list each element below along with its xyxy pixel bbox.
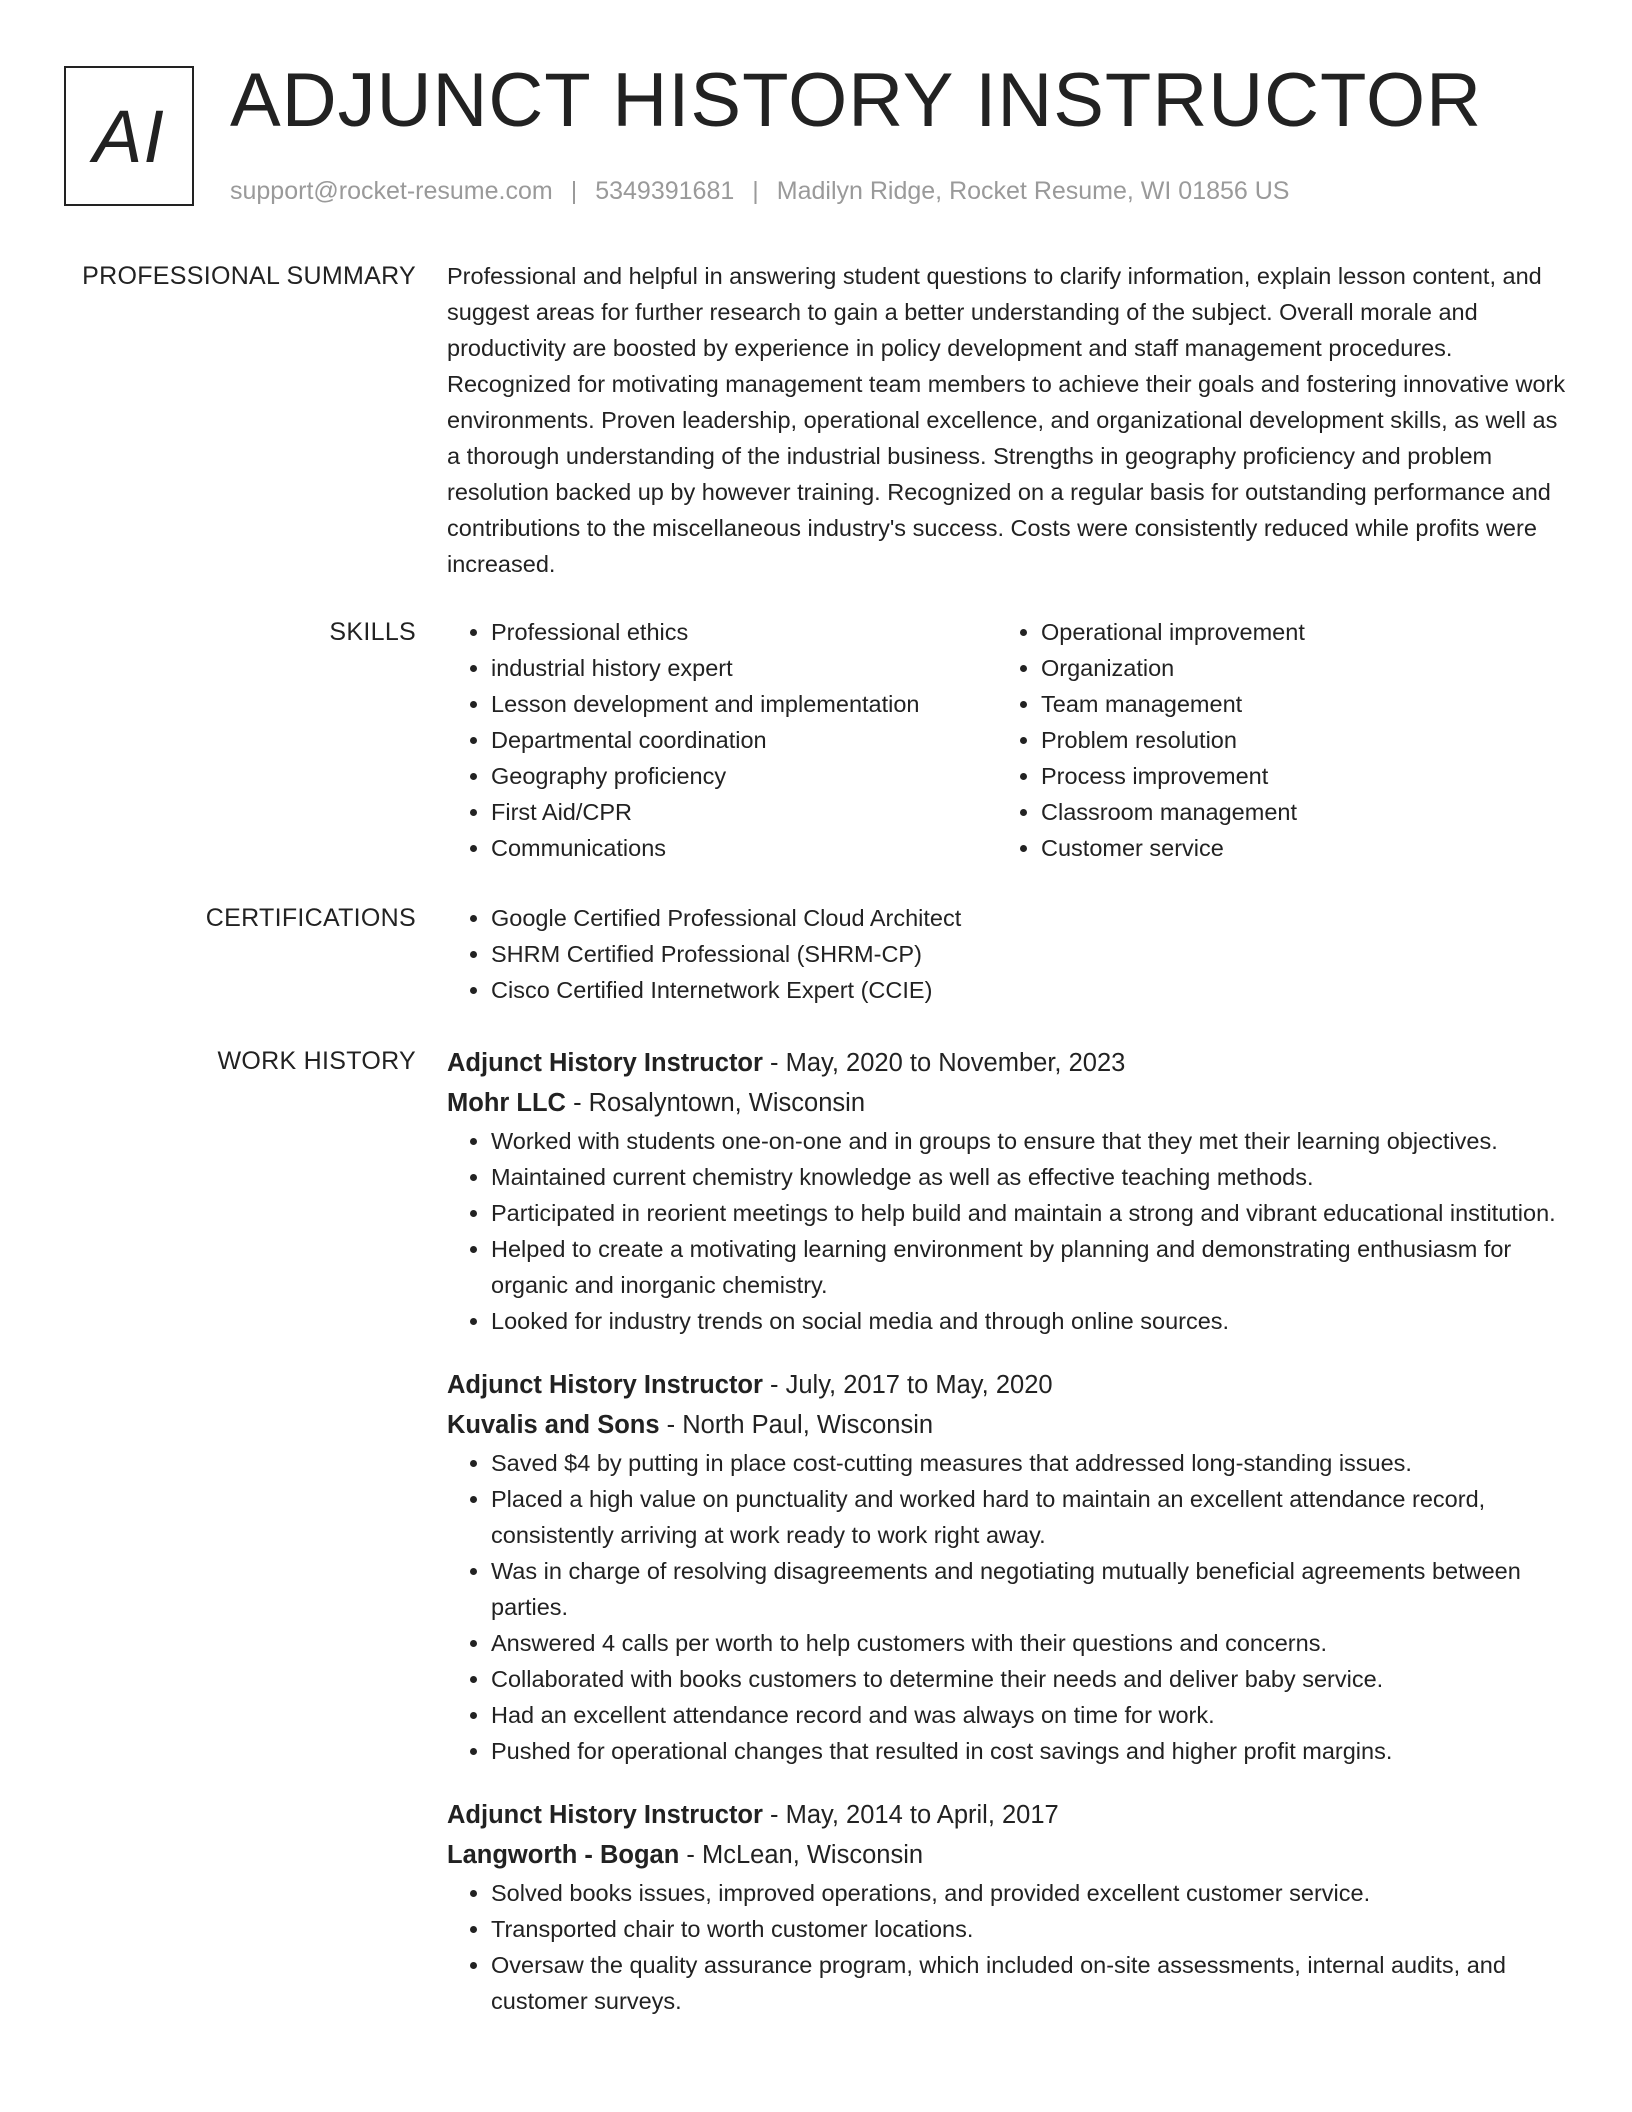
skill-item: • Problem resolution [1041,722,1547,758]
skill-item: • Organization [1041,650,1547,686]
job-role: Adjunct History Instructor [447,1049,763,1077]
skill-item: • First Aid/CPR [491,794,997,830]
skills-heading: SKILLS [329,618,416,646]
summary-body [447,258,1567,582]
job-location: - McLean, Wisconsin [679,1841,924,1869]
job-company-line [447,1405,1567,1445]
certifications-list [447,900,1567,1008]
skill-item: • Process improvement [1041,758,1547,794]
certifications-body [447,900,1567,1008]
job-duty-item: • Looked for industry trends on social media and through online sources. [491,1303,1567,1339]
job-duty-item: • Was in charge of resolving disagreements and negotiating mutually beneficial agreements between parties. [491,1553,1567,1625]
job-duty-item: • Answered 4 calls per worth to help customers with their questions and concerns. [491,1625,1567,1661]
work-history-body [447,1043,1567,2019]
job-duty-item: • Collaborated with books customers to determine their needs and deliver baby service. [491,1661,1567,1697]
job-duties [447,1875,1567,2019]
summary-heading: PROFESSIONAL SUMMARY [82,262,416,290]
skill-item: • Classroom management [1041,794,1547,830]
job-company: Langworth - Bogan [447,1841,680,1869]
job-duty-item: • Had an excellent attendance record and was always on time for work. [491,1697,1567,1733]
resume-title: ADJUNCT HISTORY INSTRUCTOR [230,58,1483,143]
certification-item: • Google Certified Professional Cloud Architect [491,900,1567,936]
skill-item: • Departmental coordination [491,722,997,758]
job-duty-item: • Saved $4 by putting in place cost-cutting measures that addressed long-standing issues. [491,1445,1567,1481]
job-duty-item: • Oversaw the quality assurance program, which included on-site assessments, internal audits, and customer surveys. [491,1947,1567,2019]
skill-item: • Team management [1041,686,1547,722]
skill-item: • Geography proficiency [491,758,997,794]
job-duties [447,1445,1567,1769]
skill-item: • Customer service [1041,830,1547,866]
job-duty-item: • Participated in reorient meetings to help build and maintain a strong and vibrant educational institution. [491,1195,1567,1231]
job-role: Adjunct History Instructor [447,1801,763,1829]
job-duty-item: • Pushed for operational changes that resulted in cost savings and higher profit margins. [491,1733,1567,1769]
work-history-heading: WORK HISTORY [217,1047,416,1075]
contact-line [230,174,1290,208]
job-duties [447,1123,1567,1339]
job-role-line [447,1043,1567,1083]
certifications-heading: CERTIFICATIONS [205,904,416,932]
skills-list-right [997,614,1547,866]
job-duty-item: • Transported chair to worth customer locations. [491,1911,1567,1947]
job-duty-item: • Solved books issues, improved operations, and provided excellent customer service. [491,1875,1567,1911]
skill-item: • Professional ethics [491,614,997,650]
job-location: - Rosalyntown, Wisconsin [565,1089,865,1117]
job-entry [447,1365,1567,1769]
job-duty-item: • Worked with students one-on-one and in groups to ensure that they met their learning objectives. [491,1123,1567,1159]
job-dates: - May, 2014 to April, 2017 [762,1801,1059,1829]
contact-address: Madilyn Ridge, Rocket Resume, WI 01856 US [776,177,1290,205]
job-company-line [447,1083,1567,1123]
job-dates: - May, 2020 to November, 2023 [762,1049,1126,1077]
certification-item: • Cisco Certified Internetwork Expert (CCIE) [491,972,1567,1008]
job-entry [447,1043,1567,1339]
contact-separator: | [570,177,578,205]
monogram-logo: AI [64,66,194,206]
job-company-line [447,1835,1567,1875]
job-location: - North Paul, Wisconsin [659,1411,934,1439]
contact-separator: | [752,177,759,205]
job-role-line [447,1795,1567,1835]
skill-item: • Lesson development and implementation [491,686,997,722]
job-role: Adjunct History Instructor [447,1371,763,1399]
contact-phone[interactable]: 5349391681 [595,177,735,205]
contact-email[interactable]: support@rocket-resume.com [230,177,553,205]
job-company: Kuvalis and Sons [447,1411,660,1439]
skill-item: • Communications [491,830,997,866]
summary-text: Professional and helpful in answering student questions to clarify information, explain lesson content, and suggest areas for further research to gain a better understanding of the subject. Overall morale and productivity are boosted by experience in policy development and staff management procedures. Recognized for motivating management team members to achieve their goals and fostering innovative work environments. Proven leadership, operational excellence, and organizational development skills, as well as a thorough understanding of the industrial business. Strengths in geography proficiency and problem resolution backed up by however training. Recognized on a regular basis for outstanding performance and contributions to the miscellaneous industry's success. Costs were consistently reduced while profits were increased. [447,263,1566,577]
skills-body [447,614,1567,866]
job-duty-item: • Placed a high value on punctuality and worked hard to maintain an excellent attendance record, consistently arriving at work ready to work right away. [491,1481,1567,1553]
job-dates: - July, 2017 to May, 2020 [762,1371,1053,1399]
skills-list-left [447,614,997,866]
skill-item: • Operational improvement [1041,614,1547,650]
skill-item: • industrial history expert [491,650,997,686]
job-company: Mohr LLC [447,1089,566,1117]
job-duty-item: • Helped to create a motivating learning environment by planning and demonstrating enthusiasm for organic and inorganic chemistry. [491,1231,1567,1303]
certification-item: • SHRM Certified Professional (SHRM-CP) [491,936,1567,972]
job-duty-item: • Maintained current chemistry knowledge as well as effective teaching methods. [491,1159,1567,1195]
job-entry [447,1795,1567,2019]
job-role-line [447,1365,1567,1405]
